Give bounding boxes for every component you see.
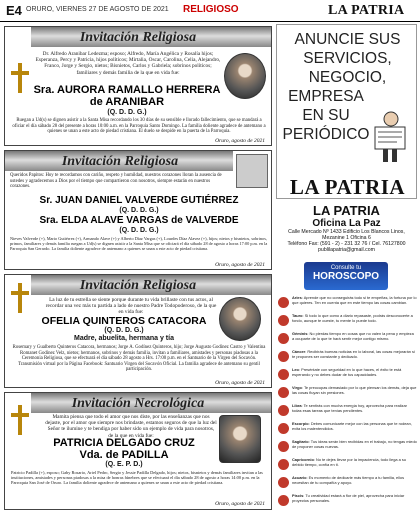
notice-intro: Queridos Papitos: Hoy te recordamos con cariño, respeto y humildad, nuestros corazones lloran la ausencia de ustedes y agradecemos a Dios por el tiempo que compartieron con nosotros, siempre estarán en nuestros corazones. bbox=[10, 173, 222, 190]
zodiac-sign-text: Tus ideas serán bien recibidas en el trabajo, no tengas miedo de proponer cosas nuevas. bbox=[292, 439, 417, 449]
horoscope-banner-line1: Consulte tu bbox=[330, 265, 362, 271]
zodiac-sign-text: Te preocupas demasiado por lo que piensan los demás, deja que las cosas fluyan sin presiones. bbox=[292, 385, 417, 395]
notice-patricia-delgado bbox=[4, 392, 272, 510]
ad-line: PERIÓDICO bbox=[282, 126, 370, 143]
office-email: publilapatria@gmail.com bbox=[318, 247, 375, 253]
office-info bbox=[276, 203, 417, 258]
horoscope-item-virgo: Virgo: Te preocupas demasiado por lo que piensan los demás, deja que las cosas fluyan sin presiones. bbox=[278, 386, 418, 404]
zodiac-icon bbox=[278, 459, 289, 470]
zodiac-icon bbox=[278, 405, 289, 416]
notice-code: (Q. D. D. G.) bbox=[107, 109, 147, 116]
notice-code-2: (Q. D. D. G.) bbox=[119, 227, 159, 234]
zodiac-sign-name: Virgo bbox=[292, 385, 302, 390]
zodiac-sign-name: Leo bbox=[292, 367, 299, 372]
ad-line: EN SU bbox=[302, 107, 350, 124]
zodiac-icon bbox=[278, 423, 289, 434]
deceased-name: PATRICIA DELGADO CRUZ bbox=[53, 437, 195, 449]
office-address-2: Mezanine 1 Oficina 6 bbox=[322, 235, 371, 241]
section-title: RELIGIOSO bbox=[183, 4, 239, 15]
notice-code: (Q. D. D. G.) bbox=[104, 327, 144, 334]
ad-line: EMPRESA bbox=[288, 88, 364, 105]
notice-signature: Oruro, agosto de 2021 bbox=[215, 380, 265, 386]
ad-line: NEGOCIO, bbox=[308, 69, 387, 86]
horoscope-item-escorpio: Escorpio: Debes comunicarte mejor con las personas que te rodean, evita los malentendidos. bbox=[278, 422, 418, 440]
zodiac-sign-name: Capricornio bbox=[292, 457, 314, 462]
zodiac-sign-text: Tu creatividad estará a flor de piel, aprovecha para iniciar proyectos personales. bbox=[292, 493, 405, 503]
horoscope-item-libra: Libra: Te sentirás con mucha energía hoy, aprovecha para realizar todas esas tareas que tenías pendientes. bbox=[278, 404, 418, 422]
page-header bbox=[0, 0, 420, 22]
horoscope-item-capricornio: Capricornio: No te dejes llevar por la impaciencia, todo llega a su debido tiempo, confía en ti. bbox=[278, 458, 418, 476]
zodiac-sign-text: Aprende que no conseguirás todo si te empeñas, la fortuna por lo que quieres. Ten en cuenta que en este tiempo las cosas cambian. bbox=[292, 295, 417, 305]
portrait-photo bbox=[236, 154, 268, 188]
dateline: ORURO, VIERNES 27 DE AGOSTO DE 2021 bbox=[26, 6, 169, 13]
notice-intro: Dr. Alfredo Aranibar Ledezma; esposo; Alfredo, María Angélica y Rosalía hijos; Esperanza, Percy y Patricia, hijos políticos; Mirtalia, Oscar, Carolina, Celia, Alejandro, Franco, Jorge y Sergio, nietos; Bisnietos, Carlos y Gabriela; sobrinos políticos; familiares y demás familia de la que en vida fue: bbox=[35, 51, 221, 76]
zodiac-sign-text: Debes comunicarte mejor con las personas que te rodean, evita los malentendidos. bbox=[292, 421, 412, 431]
zodiac-sign-text: No pierdas tiempo en cosas que no valen la pena y empieza a ocuparte de lo que te hará sentir mejor contigo mismo. bbox=[292, 331, 414, 341]
office-phone: Teléfono Fax: (591 - 2) - 231 32 76 / Cel. 76127800 bbox=[287, 241, 406, 247]
horoscope-banner-title: HOROSCOPO bbox=[312, 271, 380, 282]
deceased-name: Sra. AURORA RAMALLO HERRERA de ARANIBAR bbox=[33, 84, 221, 108]
zodiac-sign-text: Te sentirás con mucha energía hoy, aprovecha para realizar todas esas tareas que tenías pendientes. bbox=[292, 403, 407, 413]
zodiac-sign-text: Recibirás buenas noticias en lo laboral, las cosas mejorarán si te propones ser constante y dedicado. bbox=[292, 349, 415, 359]
zodiac-icon bbox=[278, 333, 289, 344]
zodiac-sign-name: Cáncer bbox=[292, 349, 306, 354]
notice-signature: Oruro, agosto de 2021 bbox=[215, 501, 265, 507]
zodiac-icon bbox=[278, 477, 289, 488]
horoscope-item-sagitario: Sagitario: Tus ideas serán bien recibidas en el trabajo, no tengas miedo de proponer cosas nuevas. bbox=[278, 440, 418, 458]
notice-valverde bbox=[4, 150, 272, 270]
notice-body: Nieves Valverde (+), Mario Gutiérrez (+), Armando Alave (+) y Alberto Díaz Vargas (+), Lourdes Díaz Alavez (+), hijos; nietos y bisnietos, sobrinos, primos, familiares y demás familia ruegan a Ud(s) se dignen asistir a la Santa Misa que se oficiará el día sábado 28 de agosto a horas 17:00 p.m. en la Parroquia San Gerardo. La familia doliente agradece de antemano a quienes se unan a este acto de piedad cristiana. bbox=[10, 236, 268, 251]
newspaper-reader-illustration bbox=[369, 109, 409, 164]
zodiac-icon bbox=[278, 495, 289, 506]
notice-ofelia-quinteros bbox=[4, 274, 272, 388]
deceased-name-2: Sra. ELDA ALAVE VARGAS de VALVERDE bbox=[39, 215, 239, 226]
office-subtitle: Oficina La Paz bbox=[312, 218, 381, 229]
page-number: E4 bbox=[6, 3, 22, 18]
deceased-name: OFELIA QUINTEROS CATACORA bbox=[41, 315, 207, 327]
zodiac-sign-name: Escorpio bbox=[292, 421, 309, 426]
zodiac-sign-name: Sagitario bbox=[292, 439, 309, 444]
notice-body: Rosemary y Gualberto Quinteros Catacora, hermanos; Jorge A. Godínez Quinteros, hijo; Jorge Augusto Godínez Castro y Valentina Romanet Godínez Velz, nietos; hermanos, sobrinos y demás familia, invitan a familiares, amistades y personas piadosas a la Ceremonia Religiosa, que se efectuará el día sábado 28 agosto a Hrs. 17:00 p.m. en el Santuario de la Virgen del Socavón. Transmisión virtual por la Página Facebook: Santuario Virgen del Socavón Oficial. La familia agradece de antemano su gentil participación. bbox=[12, 345, 266, 373]
horoscope-item-aries: Aries: Aprende que no conseguirás todo si te empeñas, la fortuna por lo que quieres. Ten en cuenta que en este tiempo las cosas cambian. bbox=[278, 296, 418, 314]
notice-signature: Oruro, agosto de 2021 bbox=[215, 138, 265, 144]
zodiac-sign-text: Preséntate con seguridad en lo que haces, el éxito te está esperando y no debes dudar de tus capacidades. bbox=[292, 367, 402, 377]
cross-icon bbox=[11, 63, 29, 93]
horoscope-item-géminis: Géminis: No pierdas tiempo en cosas que no valen la pena y empieza a ocuparte de lo que te hará sentir mejor contigo mismo. bbox=[278, 332, 418, 350]
zodiac-sign-text: No te dejes llevar por la impaciencia, todo llega a su debido tiempo, confía en ti. bbox=[292, 457, 406, 467]
zodiac-sign-name: Acuario bbox=[292, 475, 307, 480]
notice-signature: Oruro, agosto de 2021 bbox=[215, 262, 265, 268]
zodiac-icon bbox=[278, 387, 289, 398]
notice-aurora-ramallo bbox=[4, 26, 272, 146]
horoscope-item-cáncer: Cáncer: Recibirás buenas noticias en lo laboral, las cosas mejorarán si te propones ser constante y dedicado. bbox=[278, 350, 418, 368]
zodiac-sign-name: Aries bbox=[292, 295, 302, 300]
notice-body: Ruegan a Ud(s) se dignen asistir a la Santa Misa recordando los 30 días de su sensible e llorado fallecimiento, que se mandará a oficiar el día sábado 28 del presente a horas 10:00 a.m. en la Parroquia Santo Domingo. La familia doliente agradece de antemano a quienes se unan a este acto de piedad cristiana. El duelo se despide en la puerta de la Parroquia. bbox=[12, 118, 266, 135]
notice-relationship: Madre, abuelita, hermana y tía bbox=[74, 335, 174, 342]
notice-title: Invitación Religiosa bbox=[61, 154, 179, 169]
zodiac-icon bbox=[278, 441, 289, 452]
portrait-photo bbox=[219, 297, 261, 341]
office-address: Calle Mercado Nº 1433 Edificio Los Blancos Linos, bbox=[288, 229, 405, 235]
portrait-photo bbox=[224, 53, 266, 99]
zodiac-icon bbox=[278, 351, 289, 362]
zodiac-icon bbox=[278, 297, 289, 308]
zodiac-icon bbox=[278, 369, 289, 380]
cross-icon bbox=[11, 283, 29, 313]
zodiac-sign-name: Géminis bbox=[292, 331, 308, 336]
horoscope-item-acuario: Acuario: Es momento de dedicarle más tiempo a tu familia, ellos necesitan de tu compañía y apoyo. bbox=[278, 476, 418, 494]
zodiac-icon bbox=[278, 315, 289, 326]
cross-icon bbox=[11, 405, 29, 435]
zodiac-sign-name: Tauro bbox=[292, 313, 303, 318]
zodiac-sign-text: Si todo lo que como a diario repasaste, podrás desconocerte a fondo, aunque te cueste, tu mente lo puede todo. bbox=[292, 313, 413, 323]
newspaper-brand: LA PATRIA bbox=[328, 3, 405, 18]
horoscope-banner bbox=[304, 262, 388, 290]
deceased-name-1: Sr. JUAN DANIEL VALVERDE GUTIÉRREZ bbox=[39, 195, 239, 206]
ad-line: ANUNCIE SUS bbox=[294, 31, 401, 48]
notice-code-1: (Q. D. D. G.) bbox=[119, 207, 159, 214]
deceased-name-married: Vda. de PADILLA bbox=[79, 449, 169, 461]
horoscope-item-piscis: Piscis: Tu creatividad estará a flor de piel, aprovecha para iniciar proyectos personales. bbox=[278, 494, 418, 512]
zodiac-sign-name: Piscis bbox=[292, 493, 304, 498]
horoscope-item-leo: Leo: Preséntate con seguridad en lo que haces, el éxito te está esperando y no debes dudar de tus capacidades. bbox=[278, 368, 418, 386]
notice-intro: Mamita piensa que todo el amor que nos diste, por las enseñanzas que nos dejaste, por el amor que siempre nos brindaste, estamos seguros de que la luz del Señor te ilumine y te bendiga por haber sido un ejemplo de vida para nosotros, de la que en vida fue: bbox=[45, 414, 217, 439]
advertise-ad bbox=[276, 24, 417, 199]
notice-body: Patricio Padilla (+), esposo; Gaby Rosario, Ariel Pedro, Sergio y Jessie Padilla Delgado, hijos; nietos, bisnietos y demás familiares invitan a las instituciones, amistades y personas piadosas a la misa de honras fúnebres que se efectuará el día sábado 28 de agosto a horas 14:00 p.m. en la Parroquia San José de Oruro. La familia doliente agradece de antemano a quienes se unan a este acto de piedad cristiana. bbox=[11, 470, 263, 486]
zodiac-sign-text: Es momento de dedicarle más tiempo a tu familia, ellos necesitan de tu compañía y apoyo. bbox=[292, 475, 405, 485]
office-title: LA PATRIA bbox=[313, 203, 380, 218]
notice-code: (Q. E. P. D.) bbox=[105, 461, 143, 468]
notice-title: Invitación Necrológica bbox=[71, 396, 205, 411]
zodiac-sign-name: Libra bbox=[292, 403, 302, 408]
notice-intro: La luz de tu estrella se siente porque durante tu vida brillaste con tus actos, al recordar una vez más tu partida a lado de nuestro Padre Todopoderoso, de la que en vida fue: bbox=[45, 297, 217, 316]
ad-brand: LA PATRIA bbox=[289, 175, 406, 199]
notice-title: Invitación Religiosa bbox=[79, 278, 197, 293]
portrait-photo bbox=[219, 415, 261, 463]
horoscope-item-tauro: Tauro: Si todo lo que como a diario repasaste, podrás desconocerte a fondo, aunque te cueste, tu mente lo puede todo. bbox=[278, 314, 418, 332]
notice-title: Invitación Religiosa bbox=[79, 30, 197, 45]
ad-line: SERVICIOS, bbox=[303, 50, 392, 67]
